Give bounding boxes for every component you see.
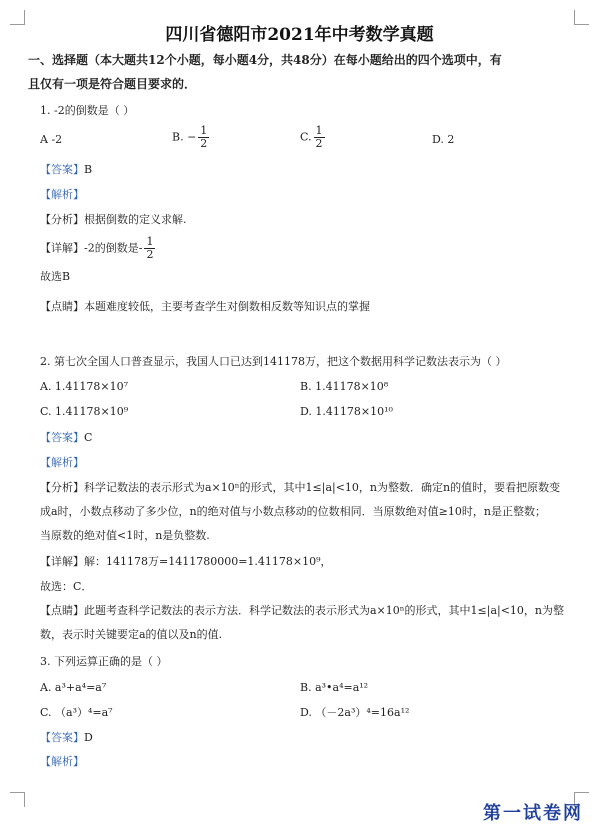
q2-option-a: A. 1.41178×10⁷	[40, 380, 129, 393]
q2-option-c: C. 1.41178×10⁹	[40, 405, 129, 418]
q1-option-b-fraction	[198, 125, 209, 150]
answer-tag: 【答案】	[40, 731, 84, 744]
q1-option-b-prefix: B. −	[172, 130, 197, 144]
fraction-denominator: 2	[315, 137, 323, 150]
q3-option-b: B. a³•a⁴=a¹²	[300, 681, 369, 694]
crop-mark-bottom-left	[10, 792, 25, 807]
q1-xiangjie	[40, 236, 157, 261]
q1-xiangjie-text: 【详解】-2的倒数是-	[40, 241, 143, 255]
q2-dianjing-line2: 数，表示时关键要定a的值以及n的值.	[40, 628, 223, 641]
q3-option-c: C. （a³）⁴=a⁷	[40, 706, 113, 719]
page-title: 四川省德阳市2021年中考数学真题	[165, 25, 434, 45]
answer-value: B	[84, 163, 93, 176]
q1-xiangjie-fraction	[144, 236, 155, 261]
q1-option-a: A -2	[40, 133, 63, 146]
q1-analysis-tag: 【解析】	[40, 188, 84, 201]
fraction-numerator: 1	[146, 235, 154, 248]
section-heading-line2: 且仅有一项是符合题目要求的．	[28, 77, 197, 91]
q1-fenxi: 【分析】根据倒数的定义求解.	[40, 213, 187, 226]
q3-option-a: A. a³+a⁴=a⁷	[40, 681, 107, 694]
q1-stem: 1. -2的倒数是（ ）	[40, 104, 135, 117]
answer-value: C	[84, 431, 93, 444]
q2-analysis-tag: 【解析】	[40, 456, 84, 469]
q2-option-d: D. 1.41178×10¹⁰	[300, 405, 393, 418]
q2-xiangjie: 【详解】解：141178万=1411780000=1.41178×10⁹，	[40, 555, 332, 568]
q2-fenxi-line3: 当原数的绝对值<1时，n是负整数.	[40, 529, 210, 542]
q1-answer	[40, 163, 92, 177]
q1-option-b	[172, 125, 211, 150]
fraction-numerator: 1	[315, 124, 323, 137]
fraction-denominator: 2	[146, 248, 154, 261]
q2-option-b: B. 1.41178×10⁸	[300, 380, 389, 393]
q1-option-c	[300, 125, 327, 150]
q2-stem: 2. 第七次全国人口普查显示，我国人口已达到141178万，把这个数据用科学记数法表示为（ ）	[40, 355, 507, 368]
q1-choose: 故选B	[40, 270, 71, 283]
q2-fenxi-line1: 【分析】科学记数法的表示形式为a×10ⁿ的形式，其中1≤|a|<10，n为整数．确定n的值时，要看把原数变	[40, 481, 561, 494]
q2-choose: 故选：C．	[40, 580, 93, 593]
answer-tag: 【答案】	[40, 431, 84, 444]
q3-answer	[40, 731, 93, 745]
q2-fenxi-line2: 成a时，小数点移动了多少位，n的绝对值与小数点移动的位数相同．当原数绝对值≥10时，n是正整数；	[40, 505, 546, 518]
q2-answer	[40, 431, 92, 445]
answer-value: D	[84, 731, 93, 744]
fraction-denominator: 2	[200, 137, 208, 150]
q1-option-d: D. 2	[432, 133, 455, 146]
q1-option-c-fraction	[314, 125, 325, 150]
q3-analysis-tag: 【解析】	[40, 755, 84, 768]
section-heading-line1: 一、选择题（本大题共12个小题，每小题4分，共48分）在每小题给出的四个选项中，有	[28, 53, 502, 67]
q3-stem: 3. 下列运算正确的是（ ）	[40, 655, 168, 668]
q3-option-d: D. （－2a³）⁴=16a¹²	[300, 706, 410, 719]
footer-logo: 第一试卷网	[483, 803, 583, 824]
q1-dianjing: 【点睛】本题难度较低，主要考查学生对倒数相反数等知识点的掌握	[40, 300, 370, 313]
q2-dianjing-line1: 【点睛】此题考查科学记数法的表示方法．科学记数法的表示形式为a×10ⁿ的形式，其中1≤|a|<10，n为整	[40, 604, 565, 617]
q1-option-c-prefix: C.	[300, 130, 312, 144]
fraction-numerator: 1	[200, 124, 208, 137]
answer-tag: 【答案】	[40, 163, 84, 176]
